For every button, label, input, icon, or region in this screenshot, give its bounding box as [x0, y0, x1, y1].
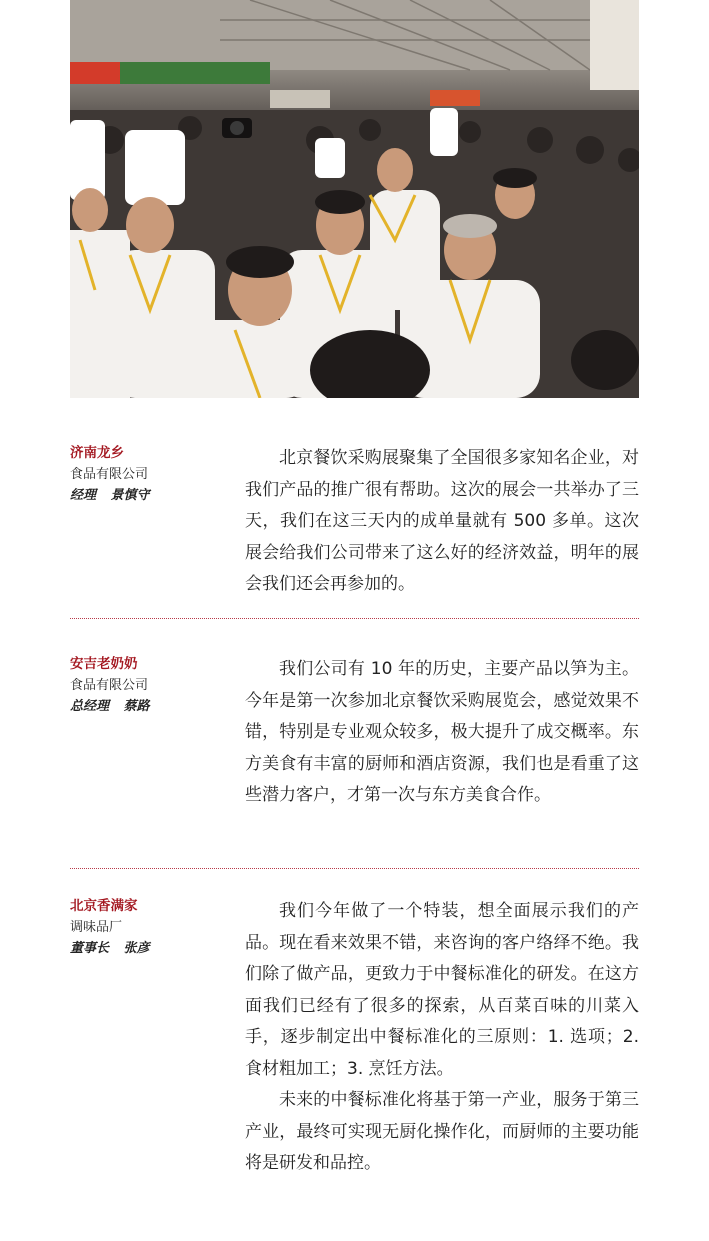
person-name: 蔡路 — [123, 699, 150, 714]
testimonial-3-meta — [70, 896, 240, 959]
testimonial-2-meta — [70, 654, 240, 717]
person-role — [70, 938, 240, 959]
company-name: 北京香满家 — [70, 898, 138, 914]
person-title: 经理 — [70, 488, 97, 503]
company-type: 食品有限公司 — [70, 467, 149, 482]
exhibition-photo — [70, 0, 639, 398]
testimonial-3-body — [245, 896, 639, 1180]
paragraph: 我们公司有 10 年的历史，主要产品以笋为主。今年是第一次参加北京餐饮采购展览会，感觉效果不错，特别是专业观众较多，极大提升了成交概率。东方美食有丰富的厨师和酒店资源，我们也是看重了这些潜力客户，才第一次与东方美食合作。 — [245, 659, 639, 805]
person-title: 董事长 — [70, 941, 110, 956]
person-name: 张彦 — [123, 941, 150, 956]
testimonial-2-body — [245, 654, 639, 812]
company-name: 安吉老奶奶 — [70, 656, 138, 672]
testimonial-1-meta — [70, 443, 240, 506]
photo-icon — [70, 0, 639, 398]
person-name: 景慎守 — [110, 488, 150, 503]
divider — [70, 868, 639, 869]
divider — [70, 618, 639, 619]
company-type: 调味品厂 — [70, 920, 123, 935]
company-name: 济南龙乡 — [70, 445, 124, 461]
paragraph: 我们今年做了一个特装，想全面展示我们的产品。现在看来效果不错，来咨询的客户络绎不绝。我们除了做产品，更致力于中餐标准化的研发。在这方面我们已经有了很多的探索，从百菜百味的川菜入手，逐步制定出中餐标准化的三原则：1. 选项；2. 食材粗加工；3. 烹饪方法。 — [245, 901, 639, 1079]
company-type: 食品有限公司 — [70, 678, 149, 693]
person-role — [70, 485, 240, 506]
paragraph: 未来的中餐标准化将基于第一产业，服务于第三产业，最终可实现无厨化操作化，而厨师的主要功能将是研发和品控。 — [245, 1090, 639, 1173]
person-role — [70, 696, 240, 717]
testimonial-1-body — [245, 443, 639, 601]
person-title: 总经理 — [70, 699, 110, 714]
paragraph: 北京餐饮采购展聚集了全国很多家知名企业，对我们产品的推广很有帮助。这次的展会一共举办了三天，我们在这三天内的成单量就有 500 多单。这次展会给我们公司带来了这么好的经济效益，明年的展会我们还会再参加的。 — [245, 448, 639, 594]
